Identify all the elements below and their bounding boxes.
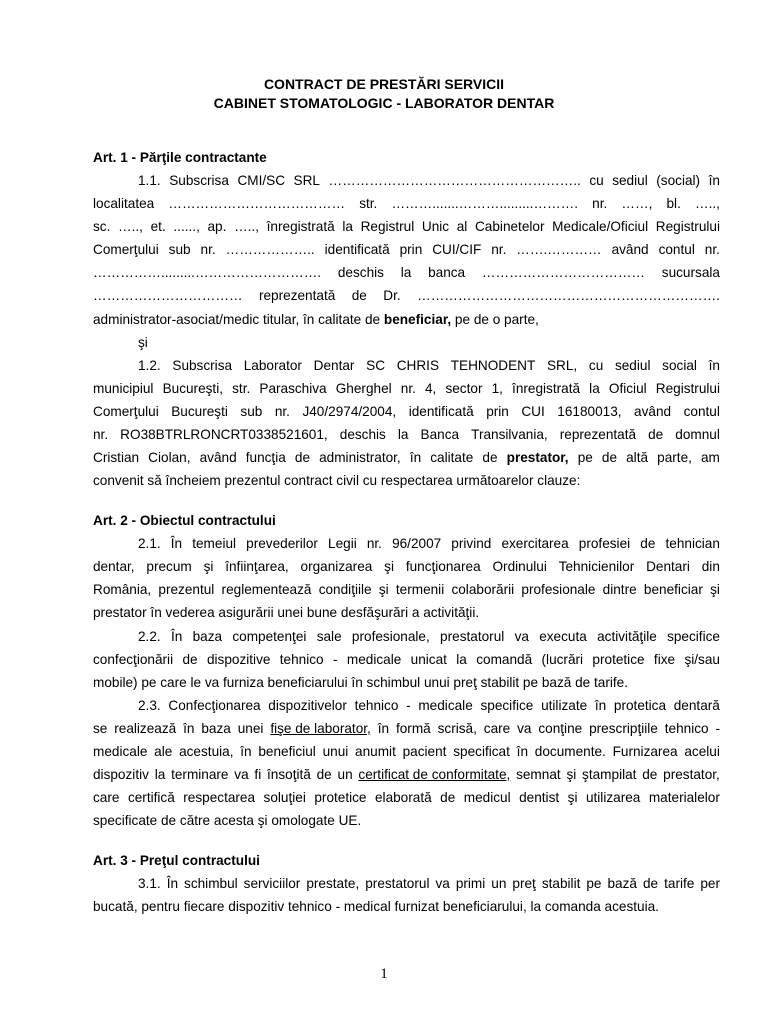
word: utilizarea <box>585 790 641 805</box>
word: temeiul <box>192 536 237 551</box>
word: identificată <box>408 404 474 419</box>
word: profesionale <box>521 582 596 597</box>
word: nr. <box>93 427 109 442</box>
word: la <box>400 265 412 280</box>
bold-term: prestator, <box>506 450 569 465</box>
word: executa <box>539 629 587 644</box>
word: et. <box>150 219 166 234</box>
justified-line <box>138 873 720 895</box>
word: şi <box>710 582 720 597</box>
word: Dentari <box>646 559 690 574</box>
underlined-term: fişe de laborator, <box>270 721 371 736</box>
word: Comerţului <box>93 242 159 257</box>
word: primi <box>455 876 486 891</box>
word: SRL <box>293 173 320 188</box>
word: protetice <box>592 652 645 667</box>
word: pe <box>586 876 602 891</box>
word: având <box>611 242 649 257</box>
word: şi <box>567 790 578 805</box>
word: (lucrări <box>541 652 584 667</box>
word: Cristian <box>93 450 140 465</box>
word: ……………….. <box>225 242 315 257</box>
word: 1.1. <box>138 173 161 188</box>
word: schimbul <box>184 876 238 891</box>
underlined-term: certificat de conformitate, <box>358 767 511 782</box>
word: ….., <box>118 219 143 234</box>
word: de <box>182 652 198 667</box>
art1-heading: Art. 1 - Părţile contractante <box>93 150 267 165</box>
word: calitate <box>430 450 474 465</box>
word: profesiei <box>578 536 631 551</box>
word: contul <box>683 404 720 419</box>
word: având <box>634 404 672 419</box>
word: baza <box>201 721 231 736</box>
word: Cabinetelor <box>474 219 545 234</box>
word: beneficiul <box>258 744 316 759</box>
word: în <box>708 173 720 188</box>
word: 1.2. <box>138 358 161 373</box>
word: Subscrisa <box>172 358 233 373</box>
word: Registrului <box>655 219 720 234</box>
word: 3.1. <box>138 876 161 891</box>
word: serviciilor <box>243 876 301 891</box>
word: 2.3. <box>138 698 161 713</box>
word: pe <box>577 450 593 465</box>
conjunction-si: şi <box>138 335 148 350</box>
word: ……………………………………………….. <box>328 173 581 188</box>
word: prin <box>486 404 509 419</box>
word: SC <box>366 358 386 373</box>
word: ale <box>154 744 173 759</box>
word: Laborator <box>243 358 302 373</box>
word: un <box>337 767 353 782</box>
word: ……, <box>621 196 653 211</box>
word: protetica <box>613 698 667 713</box>
word: beneficiar <box>643 582 703 597</box>
word: care <box>93 790 120 805</box>
word: de <box>351 288 367 303</box>
word: de <box>642 876 659 891</box>
word: sediul <box>612 173 648 188</box>
word: însoţită <box>267 767 311 782</box>
word: nr. <box>491 242 507 257</box>
word: RO38BTRLRONCRT0338521601, <box>120 427 328 442</box>
word: bl. <box>666 196 681 211</box>
role-beneficiar: beneficiar, <box>383 312 452 327</box>
word: de <box>640 536 656 551</box>
word: Comerţului <box>93 404 159 419</box>
art2-heading: Art. 2 - Obiectul contractului <box>93 513 276 528</box>
word: prezentul <box>158 582 215 597</box>
word: fi <box>254 767 262 782</box>
word: prestate, <box>306 876 360 891</box>
word: Confecţionarea <box>168 698 261 713</box>
word: ….., <box>694 196 720 211</box>
text-run: pe de o parte, <box>451 312 539 327</box>
word: Subscrisa <box>169 173 229 188</box>
word: de <box>294 450 311 465</box>
word: comandă <box>476 652 533 667</box>
word: nr. <box>704 242 720 257</box>
word: realizează <box>114 721 177 736</box>
word: Ordinului <box>492 559 547 574</box>
word: …………………………… <box>93 288 243 303</box>
word: - <box>715 721 720 736</box>
justified-line <box>93 447 720 469</box>
word: Transilvania, <box>471 427 548 442</box>
word: condiţiile <box>318 582 372 597</box>
word: ………………………………… <box>168 196 346 211</box>
word: unei <box>237 721 264 736</box>
word: specifice <box>480 698 534 713</box>
word: formă <box>395 721 431 736</box>
word: administrator, <box>319 450 401 465</box>
word: fixe <box>653 652 676 667</box>
word: am <box>701 450 720 465</box>
word: Medicale/Oficiul <box>552 219 649 234</box>
word: - <box>332 652 338 667</box>
word: dentar, <box>93 559 135 574</box>
paragraph-last-line: mobile) pe care le va furniza beneficiarului în schimbul unui preţ stabilit pe bază de tarife. <box>93 675 628 690</box>
word: conţine <box>538 721 583 736</box>
paragraph-last-line: specificate de către acesta şi omologate UE. <box>93 813 362 828</box>
word: TEHNODENT <box>450 358 536 373</box>
word: În <box>166 876 179 891</box>
word: parte, <box>657 450 692 465</box>
word: în <box>377 721 390 736</box>
word: str. <box>359 196 378 211</box>
word: în <box>594 698 607 713</box>
word: precum <box>146 559 192 574</box>
word: reprezentată <box>559 427 637 442</box>
word: în <box>240 744 252 759</box>
justified-line <box>93 239 720 261</box>
word: - <box>406 698 411 713</box>
word: 2.1. <box>138 536 161 551</box>
word: per <box>700 876 720 891</box>
word: profesionale, <box>351 629 430 644</box>
word: Paraschiva <box>259 381 327 396</box>
word: Oficiul <box>608 381 647 396</box>
word: CMI/SC <box>237 173 286 188</box>
word: Tehnicienilor <box>558 559 635 574</box>
word: ……………………………… <box>481 265 646 280</box>
word: sale <box>316 629 342 644</box>
word: confecţionării <box>93 652 174 667</box>
justified-line <box>138 533 720 555</box>
word: al <box>456 219 468 234</box>
word: şi <box>566 767 577 782</box>
word: de <box>601 450 618 465</box>
word: identificată <box>324 242 390 257</box>
justified-line <box>93 193 720 215</box>
justified-line <box>93 787 720 809</box>
word: acestuia, <box>179 744 234 759</box>
paragraph-last-line: prestator în vederea asigurării unei bune desfăşurări a activităţii. <box>93 605 480 620</box>
word: şi/sau <box>684 652 720 667</box>
word: sub <box>168 242 191 257</box>
word: anumit <box>355 744 396 759</box>
word: tehnico <box>354 698 399 713</box>
justified-line <box>138 695 720 717</box>
word: reglementează <box>221 582 312 597</box>
word: Registrul <box>360 219 415 234</box>
word: banca <box>428 265 466 280</box>
text-run: administrator-asociat/medic titular, în calitate de <box>93 312 384 327</box>
word: înfiinţarea, <box>225 559 289 574</box>
word: la <box>154 767 166 782</box>
word: ….., <box>234 219 259 234</box>
word: (social) <box>656 173 701 188</box>
word: nr. <box>200 242 216 257</box>
word: documente. <box>534 744 606 759</box>
word: deschis <box>337 265 384 280</box>
word: dispozitive <box>206 652 271 667</box>
word: deschis <box>339 427 386 442</box>
word: funcţionarea <box>405 559 481 574</box>
word: respectarea <box>183 790 256 805</box>
word: Bucureşti <box>171 404 228 419</box>
word: din <box>701 559 720 574</box>
word: va <box>517 721 532 736</box>
word: ……….......……….........………. <box>391 196 579 211</box>
word: materialelor <box>648 790 720 805</box>
word: tehnico <box>664 721 709 736</box>
word: nr. <box>592 196 608 211</box>
word: medicale <box>418 698 473 713</box>
word: CHRIS <box>396 358 440 373</box>
word: sub <box>240 404 263 419</box>
word: exercitarea <box>501 536 569 551</box>
word: dentist <box>519 790 560 805</box>
word: localitatea <box>93 196 155 211</box>
word: va <box>435 876 450 891</box>
word: 16180013, <box>557 404 622 419</box>
justified-line <box>93 764 720 786</box>
word: CUI <box>521 404 545 419</box>
word: unicat <box>410 652 447 667</box>
word: prevederilor <box>246 536 318 551</box>
justified-line <box>93 401 720 423</box>
word: …….………… <box>516 242 602 257</box>
word: prestatorul <box>365 876 430 891</box>
word: dintre <box>602 582 637 597</box>
word: ap. <box>207 219 227 234</box>
word: certifică <box>127 790 175 805</box>
word: medicale <box>93 744 148 759</box>
word: Ciolan, <box>148 450 191 465</box>
word: tehnico <box>279 652 324 667</box>
word: Bucureşti, <box>162 381 224 396</box>
word: bază <box>607 876 637 891</box>
word: România, <box>93 582 152 597</box>
word: de <box>648 427 664 442</box>
justified-line <box>138 626 720 648</box>
word: la <box>342 219 353 234</box>
word: tarife <box>664 876 695 891</box>
word: ......, <box>173 219 200 234</box>
word: prin <box>399 242 423 257</box>
word: în <box>183 721 195 736</box>
word: preţ <box>512 876 536 891</box>
word: de <box>440 790 456 805</box>
word: de <box>482 450 498 465</box>
word: sc. <box>93 219 111 234</box>
word: cu <box>588 358 604 373</box>
justified-line <box>93 216 720 238</box>
word: 1, <box>491 381 503 396</box>
word: prestator, <box>663 767 720 782</box>
word: medicul <box>463 790 511 805</box>
word: specificat <box>453 744 510 759</box>
word: Dentar <box>313 358 355 373</box>
word: 2.2. <box>138 629 161 644</box>
word: organizarea <box>300 559 373 574</box>
word: colaborării <box>451 582 515 597</box>
word: soluţiei <box>263 790 306 805</box>
word: se <box>93 721 108 736</box>
word: Banca <box>420 427 460 442</box>
word: în <box>516 744 529 759</box>
word: la <box>456 652 467 667</box>
word: utilizate <box>541 698 588 713</box>
justified-line <box>138 355 720 377</box>
word: în <box>708 358 720 373</box>
word: domnul <box>675 427 720 442</box>
justified-line <box>93 262 720 284</box>
word: nr. <box>366 536 382 551</box>
word: şi <box>378 582 389 597</box>
word: acelui <box>684 744 720 759</box>
word: specifice <box>667 629 720 644</box>
page-number: 1 <box>380 966 388 982</box>
word: dispozitivelor <box>268 698 347 713</box>
word: terminare <box>171 767 229 782</box>
word: pacient <box>402 744 447 759</box>
word: termenii <box>395 582 445 597</box>
word: baza <box>192 629 223 644</box>
word: dispozitiv <box>93 767 149 782</box>
word: Furnizarea <box>612 744 678 759</box>
word: Dr. <box>383 288 401 303</box>
word: protetice <box>314 790 367 805</box>
word: în <box>409 450 422 465</box>
word: competenţei <box>232 629 307 644</box>
word: …………….........………………………. <box>93 265 322 280</box>
justified-line <box>93 285 720 307</box>
word: va <box>514 629 529 644</box>
word: Registrului <box>655 381 720 396</box>
word: stabilit <box>541 876 581 891</box>
word: …………………………………………………………. <box>417 288 720 303</box>
word: înregistrată <box>512 381 581 396</box>
word: şi <box>203 559 214 574</box>
word: care <box>483 721 511 736</box>
paragraph-last-line: bucată, pentru fiecare dispozitiv tehnico - medical furnizat beneficiarului, la comanda acestuia. <box>93 899 659 914</box>
word: Gherghel <box>335 381 392 396</box>
word: prestatorul <box>440 629 505 644</box>
word: un <box>491 876 507 891</box>
word: dentară <box>673 698 720 713</box>
word: CUI/CIF <box>432 242 482 257</box>
justified-line <box>93 579 720 601</box>
word: de <box>316 767 332 782</box>
word: altă <box>626 450 649 465</box>
word: social <box>662 358 697 373</box>
word: municipiul <box>93 381 154 396</box>
word: J40/2974/2004, <box>302 404 397 419</box>
word: sediul <box>614 358 651 373</box>
word: nr. <box>274 404 290 419</box>
paragraph-last-line: convenit să încheiem prezentul contract civil cu respectarea următoarelor clauze: <box>93 473 581 488</box>
justified-line <box>93 378 720 400</box>
word: Legii <box>328 536 357 551</box>
justified-line <box>93 741 720 763</box>
word: având <box>199 450 237 465</box>
contract-title: CONTRACT DE PRESTĂRI SERVICII <box>263 76 505 92</box>
word: la <box>589 381 600 396</box>
justified-line <box>138 170 720 192</box>
word: cu <box>589 173 604 188</box>
justified-line <box>93 556 720 578</box>
word: şi <box>384 559 394 574</box>
word: sector <box>445 381 483 396</box>
word: activităţile <box>597 629 657 644</box>
justified-line <box>93 424 720 446</box>
word: 96/2007 <box>392 536 442 551</box>
word: În <box>170 629 183 644</box>
word: ştampilat <box>582 767 637 782</box>
justified-line <box>93 718 720 740</box>
word: sucursala <box>661 265 720 280</box>
contract-subtitle: CABINET STOMATOLOGIC - LABORATOR DENTAR <box>213 95 555 111</box>
word: va <box>234 767 249 782</box>
word: str. <box>232 381 251 396</box>
word: 4, <box>425 381 437 396</box>
word: elaborată <box>374 790 432 805</box>
word: nr. <box>400 381 416 396</box>
word: prescripţiile <box>589 721 658 736</box>
word: la <box>397 427 409 442</box>
word: scrisă, <box>437 721 477 736</box>
word: de <box>642 767 658 782</box>
word: Unic <box>421 219 450 234</box>
word: În <box>170 536 183 551</box>
justified-line <box>93 649 720 671</box>
word: contul <box>658 242 695 257</box>
word: unui <box>322 744 349 759</box>
art3-heading: Art. 3 - Preţul contractului <box>93 853 260 868</box>
word: SRL, <box>546 358 578 373</box>
word: înregistrată <box>266 219 335 234</box>
paragraph-last-line <box>93 309 720 331</box>
word: tehnician <box>665 536 720 551</box>
word: semnat <box>516 767 561 782</box>
word: privind <box>451 536 492 551</box>
word: reprezentată <box>258 288 336 303</box>
word: funcţia <box>245 450 286 465</box>
word: medicale <box>346 652 402 667</box>
